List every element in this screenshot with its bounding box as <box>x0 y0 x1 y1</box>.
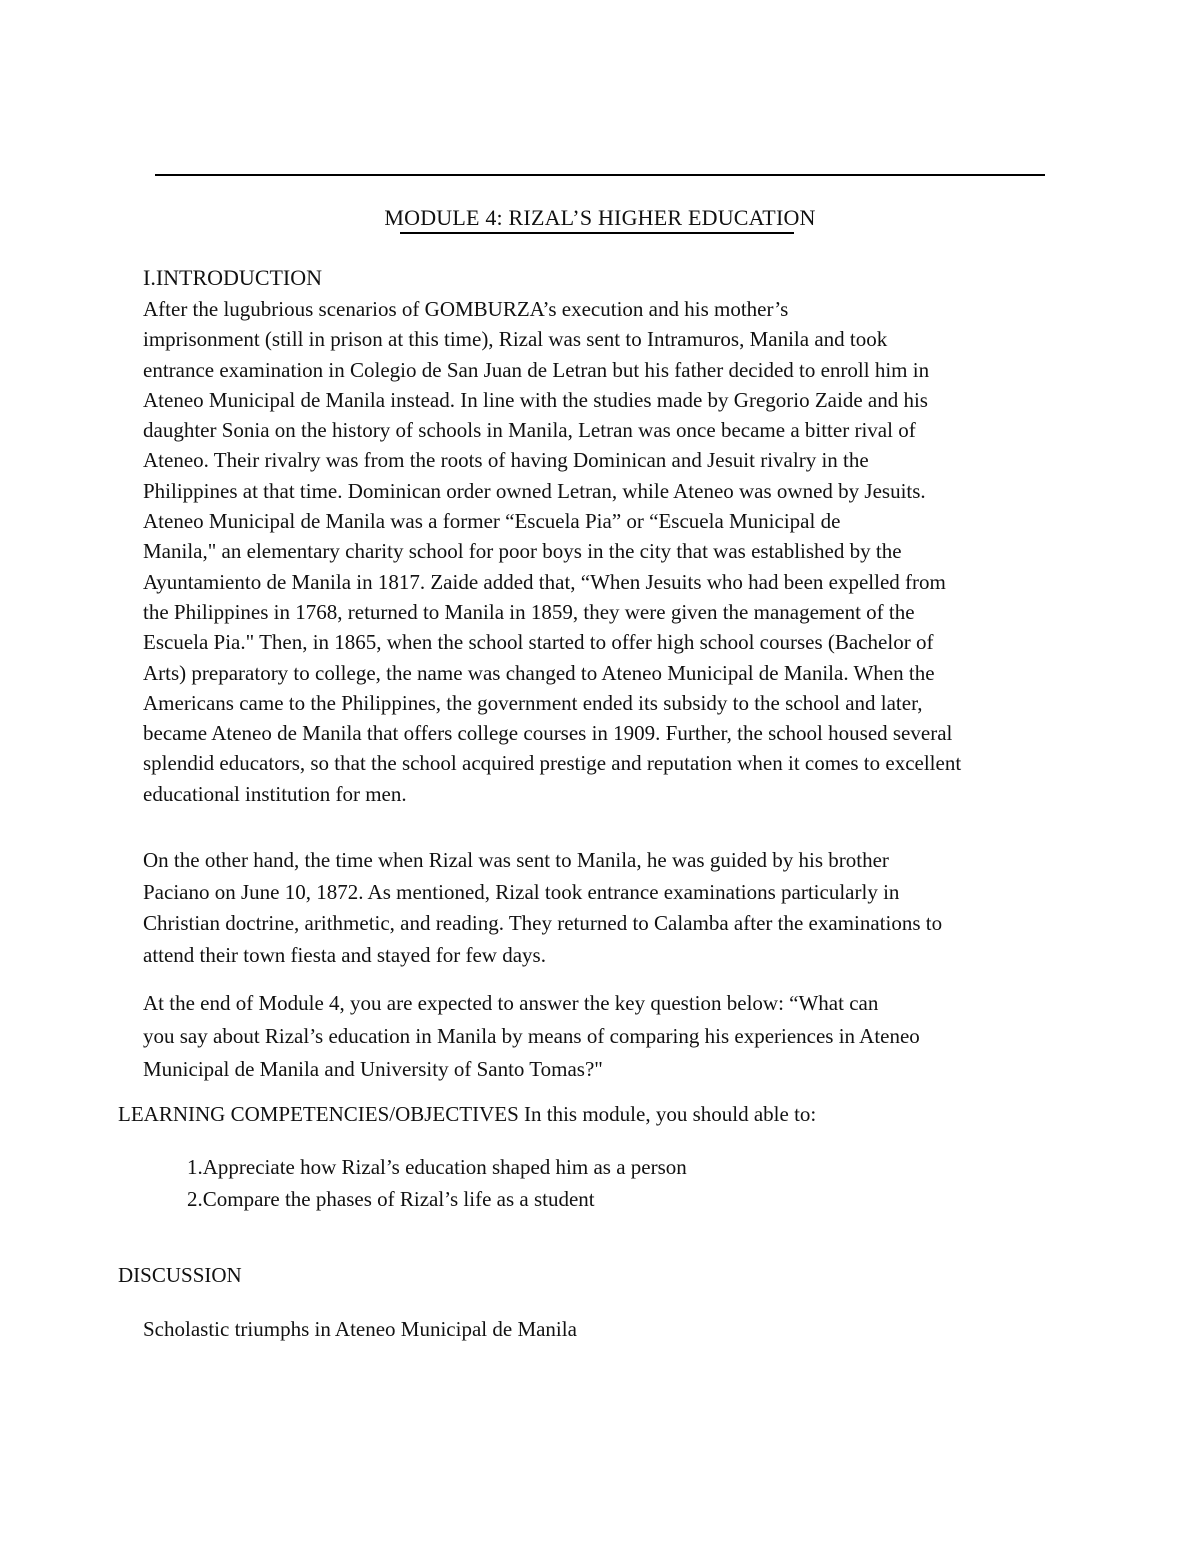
list-item: 1.Appreciate how Rizal’s education shaped him as a person <box>187 1155 687 1179</box>
key-question-paragraph <box>143 987 1133 1086</box>
competencies-line <box>118 1102 816 1127</box>
paragraph-line: Christian doctrine, arithmetic, and reading. They returned to Calamba after the examinations to <box>143 911 943 935</box>
paragraph-line: Ateneo Municipal de Manila instead. In line with the studies made by Gregorio Zaide and his <box>143 387 928 412</box>
introduction-heading: I.INTRODUCTION <box>143 265 323 290</box>
paragraph-line: Americans came to the Philippines, the government ended its subsidy to the school and later, <box>143 690 923 715</box>
paragraph-line: Ayuntamiento de Manila in 1817. Zaide added that, “When Jesuits who had been expelled from <box>143 569 946 594</box>
paragraph-line: Ateneo. Their rivalry was from the roots of having Dominican and Jesuit rivalry in the <box>143 448 869 473</box>
module-title: MODULE 4: RIZAL’S HIGHER EDUCATION <box>384 205 816 230</box>
second-paragraph <box>143 845 1133 971</box>
paragraph-line: imprisonment (still in prison at this time), Rizal was sent to Intramuros, Manila and took <box>143 327 888 352</box>
paragraph-line: Paciano on June 10, 1872. As mentioned, Rizal took entrance examinations particularly in <box>143 879 900 904</box>
discussion-heading: DISCUSSION <box>118 1263 242 1287</box>
objectives-list <box>187 1151 687 1215</box>
header-rule <box>155 174 1045 176</box>
paragraph-line: At the end of Module 4, you are expected to answer the key question below: “What can <box>143 991 879 1015</box>
paragraph-line: Philippines at that time. Dominican order owned Letran, while Ateneo was owned by Jesuits. <box>143 478 926 503</box>
competencies-intro: In this module, you should able to: <box>524 1102 817 1126</box>
competencies-heading: LEARNING COMPETENCIES/OBJECTIVES <box>118 1102 519 1126</box>
paragraph-line: On the other hand, the time when Rizal was sent to Manila, he was guided by his brother <box>143 848 889 872</box>
discussion-subheading: Scholastic triumphs in Ateneo Municipal de Manila <box>143 1317 577 1341</box>
paragraph-line: Manila," an elementary charity school for poor boys in the city that was established by the <box>143 539 902 564</box>
paragraph-line: the Philippines in 1768, returned to Manila in 1859, they were given the management of the <box>143 599 915 624</box>
paragraph-line: Ateneo Municipal de Manila was a former “Escuela Pia” or “Escuela Municipal de <box>143 509 841 534</box>
paragraph-line: splendid educators, so that the school acquired prestige and reputation when it comes to excellent <box>143 751 962 776</box>
paragraph-line: attend their town fiesta and stayed for few days. <box>143 942 546 967</box>
paragraph-line: daughter Sonia on the history of schools in Manila, Letran was once became a bitter rival of <box>143 418 916 443</box>
paragraph-line: you say about Rizal’s education in Manila by means of comparing his experiences in Ateneo <box>143 1024 920 1048</box>
paragraph-line: became Ateneo de Manila that offers college courses in 1909. Further, the school housed several <box>143 721 953 746</box>
paragraph-line: Escuela Pia." Then, in 1865, when the school started to offer high school courses (Bachelor of <box>143 630 934 655</box>
paragraph-line: After the lugubrious scenarios of GOMBURZA’s execution and his mother’s <box>143 297 789 321</box>
paragraph-line: entrance examination in Colegio de San Juan de Letran but his father decided to enroll him in <box>143 357 930 382</box>
paragraph-line: Arts) preparatory to college, the name was changed to Ateneo Municipal de Manila. When the <box>143 660 935 685</box>
paragraph-line: Municipal de Manila and University of Santo Tomas?" <box>143 1057 603 1081</box>
list-item: 2.Compare the phases of Rizal’s life as a student <box>187 1187 595 1211</box>
paragraph-line: educational institution for men. <box>143 781 407 806</box>
title-underline <box>400 232 794 234</box>
introduction-paragraph <box>143 294 1133 809</box>
